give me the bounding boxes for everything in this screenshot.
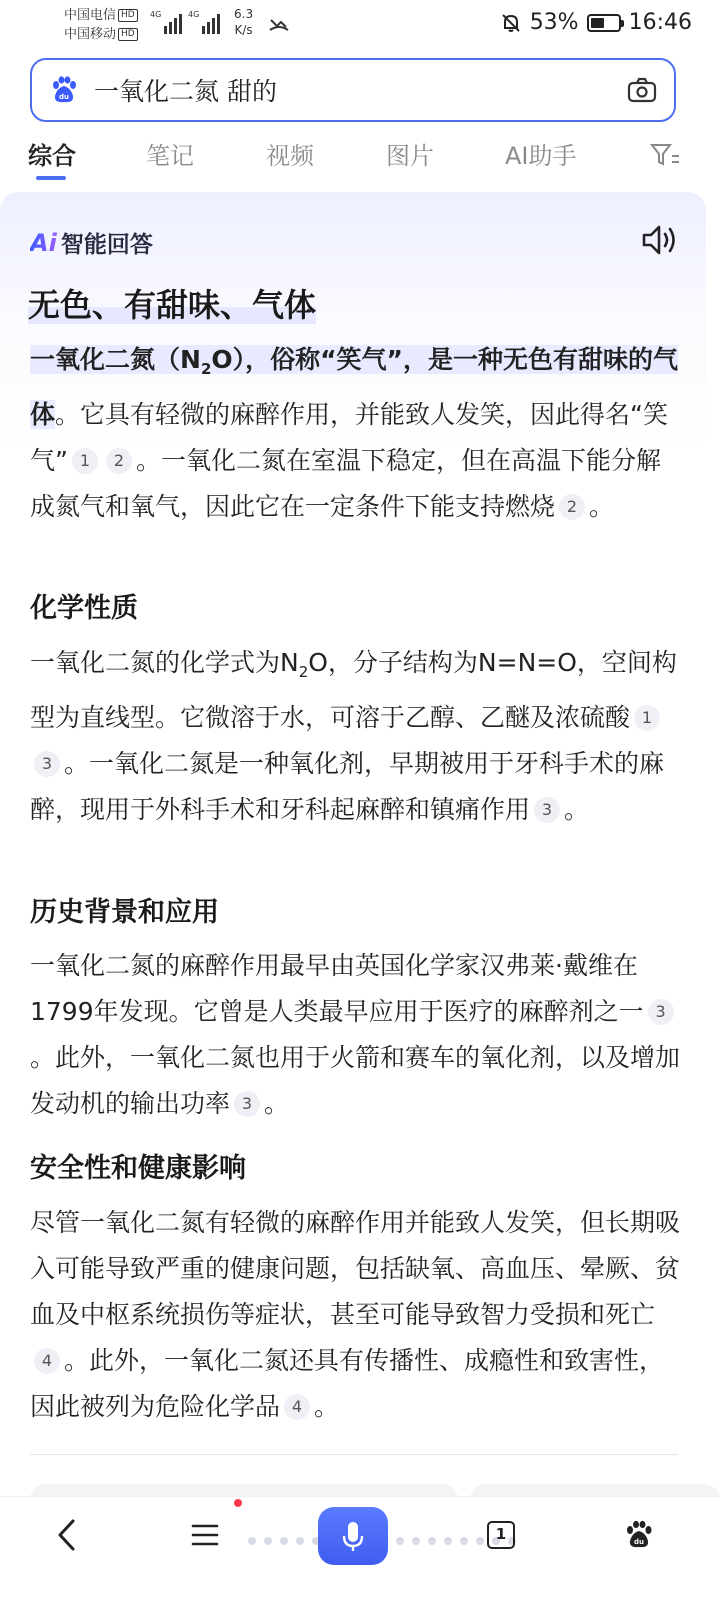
hd-badge: HD	[118, 28, 138, 41]
citation-3[interactable]: 3	[648, 999, 674, 1025]
svg-text:du: du	[634, 1538, 644, 1546]
microphone-icon	[341, 1519, 365, 1553]
search-bar[interactable]	[30, 58, 676, 122]
clock: 16:46	[628, 10, 692, 35]
answer-headline: 无色、有甜味、气体	[28, 286, 317, 324]
tab-images[interactable]: 图片	[386, 142, 434, 170]
tab-count: 1	[487, 1521, 515, 1549]
filter-icon[interactable]	[650, 142, 680, 168]
search-input[interactable]: 一氧化二氮 甜的	[94, 77, 277, 106]
section-title-safety: 安全性和健康影响	[30, 1153, 246, 1184]
section-title-history: 历史背景和应用	[30, 897, 219, 928]
svg-text:du: du	[59, 93, 69, 101]
tab-ai-assistant[interactable]: AI助手	[505, 142, 577, 170]
speaker-icon[interactable]	[640, 222, 680, 258]
citation-4[interactable]: 4	[284, 1394, 310, 1420]
citation-2[interactable]: 2	[106, 448, 132, 474]
tabs-button[interactable]	[476, 1515, 526, 1555]
citation-2[interactable]: 2	[559, 494, 585, 520]
right-status	[500, 10, 692, 35]
network-speed: 6.3 K/s	[234, 7, 254, 37]
status-bar	[0, 0, 720, 52]
battery-icon	[587, 14, 621, 32]
baidu-paw-icon[interactable]	[48, 74, 80, 106]
carrier-2: 中国移动	[64, 27, 117, 42]
notification-dot	[234, 1499, 242, 1507]
section-body-chemical: 一氧化二氮的化学式为$N_2O$，分子结构为N=N=O，空间构型为直线型。它微溶于水，可溶于乙醇、乙醚及浓硫酸 13 。一氧化二氮是一种氧化剂，早期被用于牙科手术的麻醉，现用于外科手术和牙科起麻醉和镇痛作用 3 。	[30, 648, 677, 824]
answer-intro: 一氧化二氮$(N_2O)$，俗称“笑气”，是一种无色有甜味的气体。它具有轻微的麻醉作用，并能致人发笑，因此得名“笑气” 1 2 。一氧化二氮在室温下稳定，但在高温下能分解成氮气和氧气，因此它在一定条件下能支持燃烧 2 。	[30, 345, 678, 521]
citation-4[interactable]: 4	[34, 1348, 60, 1374]
citation-3[interactable]: 3	[534, 797, 560, 823]
back-arrow-icon	[55, 1518, 79, 1552]
section-body-safety: 尽管一氧化二氮有轻微的麻醉作用并能致人发笑，但长期吸入可能导致严重的健康问题，包括缺氧、高血压、晕厥、贫血及中枢系统损伤等症状，甚至可能导致智力受损和死亡4 。此外，一氧化二氮还具有传播性、成瘾性和致害性，因此被列为危险化学品 4 。	[30, 1208, 681, 1421]
section-body-history: 一氧化二氮的麻醉作用最早由英国化学家汉弗莱·戴维在1799年发现。它曾是人类最早应用于医疗的麻醉剂之一 3。此外，一氧化二氮也用于火箭和赛车的氧化剂，以及增加发动机的输出功率 3 。	[30, 951, 681, 1118]
ai-logo: Ai	[30, 228, 57, 257]
section-title-chemical: 化学性质	[30, 593, 138, 624]
citation-3[interactable]: 3	[234, 1091, 260, 1117]
voice-search-button[interactable]	[318, 1507, 388, 1565]
divider	[30, 1454, 678, 1455]
menu-button[interactable]	[180, 1515, 230, 1555]
tab-all[interactable]: 综合	[28, 142, 76, 170]
camera-icon[interactable]	[626, 76, 658, 104]
baidu-home-button[interactable]	[614, 1515, 664, 1555]
signal-icon: 4G	[190, 12, 220, 34]
citation-1[interactable]: 1	[634, 705, 660, 731]
bottom-navigation	[0, 1496, 720, 1600]
signal-icon: 4G	[152, 12, 182, 34]
citation-3[interactable]: 3	[34, 751, 60, 777]
ai-answer-title: 智能回答	[60, 232, 153, 258]
carrier-1: 中国电信	[64, 8, 117, 23]
missed-call-icon	[268, 14, 290, 34]
result-tabs	[0, 136, 720, 182]
tab-notes[interactable]: 笔记	[146, 142, 194, 170]
baidu-paw-icon	[623, 1519, 655, 1551]
menu-icon	[190, 1522, 220, 1548]
tab-video[interactable]: 视频	[266, 142, 314, 170]
active-tab-indicator	[36, 176, 66, 180]
mute-bell-icon	[500, 12, 522, 34]
citation-1[interactable]: 1	[72, 448, 98, 474]
carrier-info	[64, 6, 138, 44]
battery-percent: 53%	[529, 10, 579, 35]
ai-answer-label	[30, 226, 153, 259]
back-button[interactable]	[42, 1515, 92, 1555]
answer-key-fact: 一氧化二氮$(N_2O)$，俗称“笑气”，是一种无色有甜味的气体	[30, 345, 678, 429]
hd-badge: HD	[118, 9, 138, 22]
